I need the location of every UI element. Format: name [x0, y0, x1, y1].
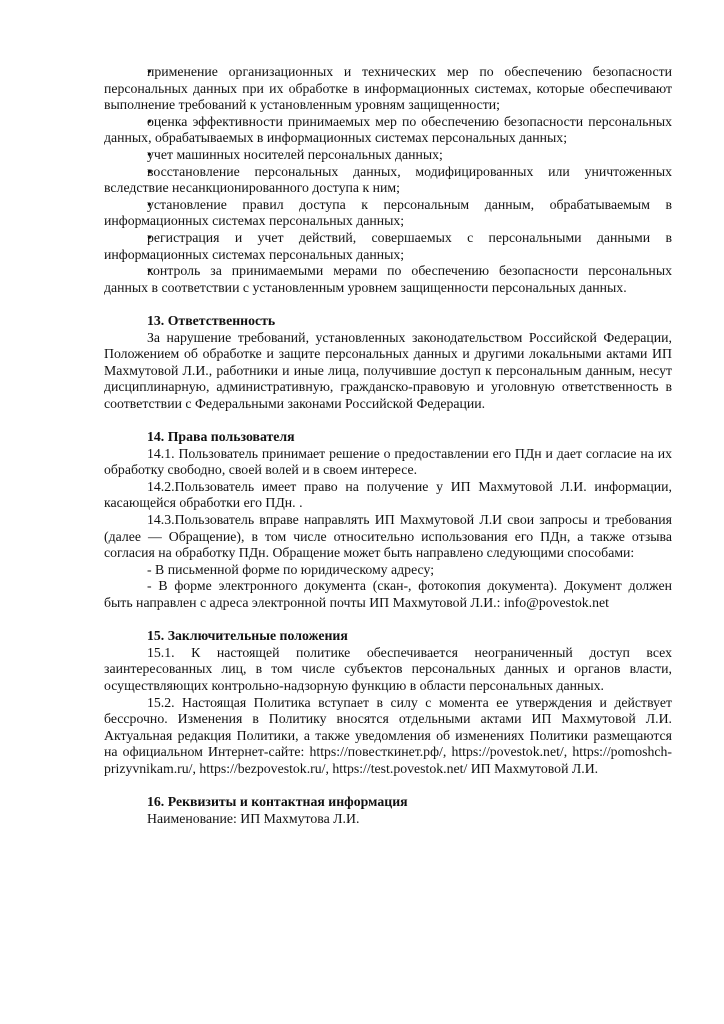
paragraph-14-3: 14.3.Пользователь вправе направлять ИП Махмутовой Л.И свои запросы и требования (далее — Обращение), в том числе относительно использования его ПДн, а также отзыва согласия на обработку ПДн. Обращение может быть направлено следующими способами: [104, 512, 672, 561]
paragraph-14-electronic: - В форме электронного документа (скан-, фотокопия документа). Документ должен быть направлен с адреса электронной почты ИП Махмутовой Л.И.: info@povestok.net [104, 578, 672, 610]
list-item: • применение организационных и технических мер по обеспечению безопасности персональных данных при их обработке в информационных системах, которые обеспечивают выполнение требований к установленным уровням защищенности; [104, 64, 672, 114]
paragraph-15-2: 15.2. Настоящая Политика вступает в силу с момента ее утверждения и действует бессрочно. Изменения в Политику вносятся отдельными актами ИП Махмутовой Л.И. Актуальная редакция Политики, а также уведомления об изменениях Политики размещаются на официальном Интернет-сайте: https://повесткинет.рф/, https://povestok.net/, https://pomoshch-prizyvnikam.ru/, https://bezpovestok.ru/, https://test.povestok.net/ ИП Махмутовой Л.И. [104, 694, 672, 776]
document-page [104, 64, 672, 827]
organization-name: Наименование: ИП Махмутова Л.И. [147, 810, 360, 826]
paragraph-15-1: 15.1. К настоящей политике обеспечивается неограниченный доступ всех заинтересованных лиц, в том числе субъектов персональных данных и органов власти, осуществляющих контрольно-надзорную функцию в области персональных данных. [104, 644, 672, 693]
list-item: • контроль за принимаемыми мерами по обеспечению безопасности персональных данных в соответствии с установленным уровнем защищенности персональных данных. [104, 263, 672, 296]
section-15-heading: 15. Заключительные положения [147, 628, 348, 644]
section-14-heading: 14. Права пользователя [147, 429, 295, 445]
paragraph-14-written: - В письменной форме по юридическому адресу; [147, 561, 435, 577]
section-13-paragraph: За нарушение требований, установленных законодательством Российской Федерации, Положением об обработке и защите персональных данных и другими локальными актами ИП Махмутовой Л.И., работники и иные лица, получившие доступ к персональным данным, несут дисциплинарную, административную, гражданско-правовую и уголовную ответственность в соответствии с Федеральными законами Российской Федерации. [104, 329, 672, 411]
list-item: • оценка эффективности принимаемых мер по обеспечению безопасности персональных данных, обрабатываемых в информационных системах персональных данных; [104, 114, 672, 147]
list-item: • регистрация и учет действий, совершаемых с персональными данными в информационных системах персональных данных; [104, 230, 672, 263]
section-13-heading: 13. Ответственность [147, 312, 276, 328]
list-item: • установление правил доступа к персональным данным, обрабатываемым в информационных системах персональных данных; [104, 197, 672, 230]
paragraph-14-1: 14.1. Пользователь принимает решение о предоставлении его ПДн и дает согласие на их обработку свободно, своей волей и в своем интересе. [104, 445, 672, 478]
section-16-heading: 16. Реквизиты и контактная информация [147, 794, 408, 810]
list-item: • восстановление персональных данных, модифицированных или уничтоженных вследствие несанкционированного доступа к ним; [104, 164, 672, 197]
paragraph-14-2: 14.2.Пользователь имеет право на получение у ИП Махмутовой Л.И. информации, касающейся обработки его ПДн. . [104, 478, 672, 511]
list-item: • учет машинных носителей персональных данных; [104, 147, 672, 164]
